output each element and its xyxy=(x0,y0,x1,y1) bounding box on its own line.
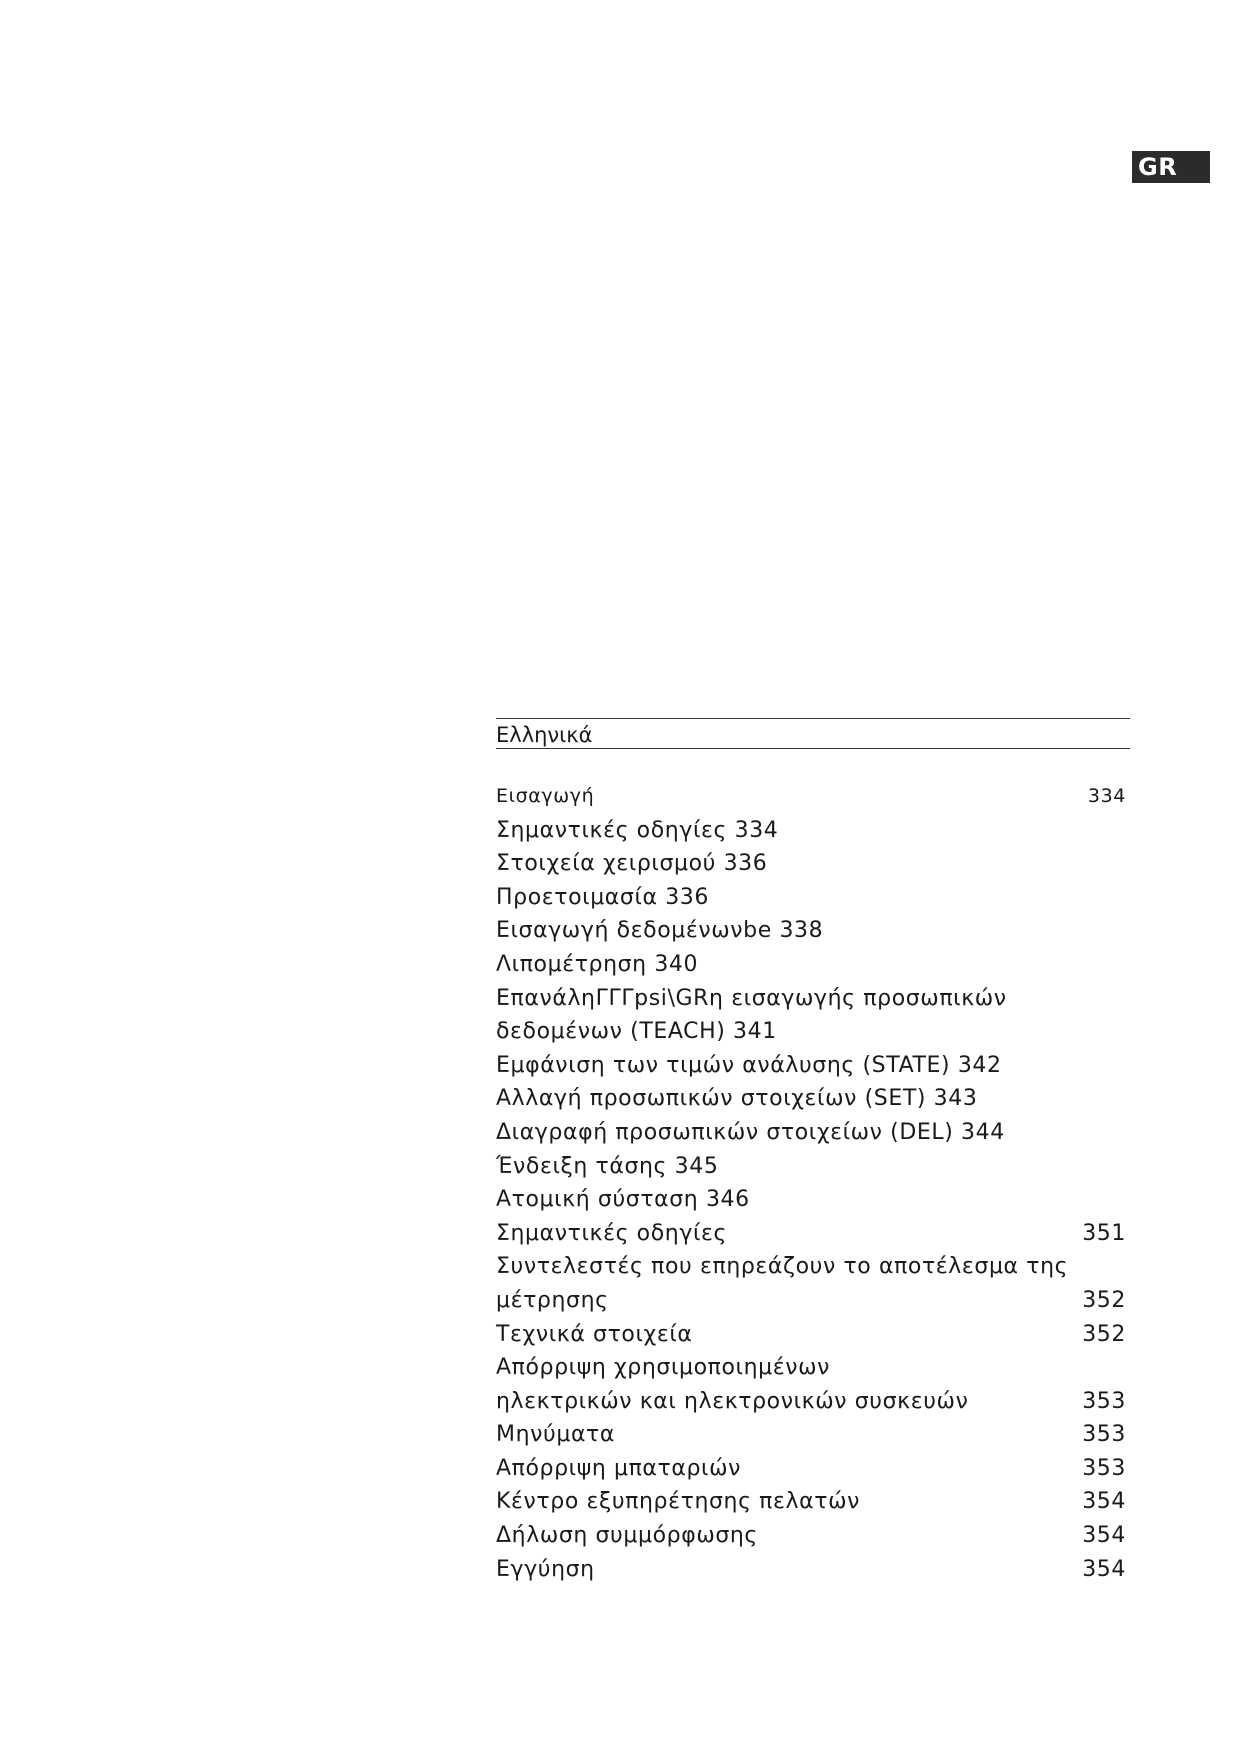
toc-entry[interactable] xyxy=(496,1485,1126,1519)
toc-entry[interactable] xyxy=(496,1351,1126,1385)
toc-entry[interactable] xyxy=(496,914,1126,948)
toc-entry-title: Ατομική σύσταση 346 xyxy=(496,1187,750,1213)
toc-entry[interactable] xyxy=(496,881,1126,915)
toc-entry-title: Μηνύματα xyxy=(496,1422,615,1448)
toc-entry-title: Σημαντικές οδηγίες 334 xyxy=(496,817,779,843)
toc-entry-title: Κέντρο εξυπηρέτησης πελατών xyxy=(496,1489,860,1515)
toc-entry[interactable] xyxy=(496,814,1126,848)
toc-entry-page: 351 xyxy=(1082,1220,1126,1246)
section-title: Ελληνικά xyxy=(496,723,593,747)
toc-entry-title: μέτρησης xyxy=(496,1287,609,1313)
toc-entry-page: 352 xyxy=(1082,1321,1126,1347)
toc-entry[interactable] xyxy=(496,1318,1126,1352)
toc-entry-title: Λιπομέτρηση 340 xyxy=(496,951,699,977)
toc-entry[interactable] xyxy=(496,1418,1126,1452)
toc-entry-title: Εμφάνιση των τιμών ανάλυσης (STATE) 342 xyxy=(496,1052,1002,1078)
toc-entry[interactable] xyxy=(496,1150,1126,1184)
toc-entry-page: 354 xyxy=(1082,1489,1126,1515)
toc-entry-page: 354 xyxy=(1082,1556,1126,1582)
table-of-contents xyxy=(496,780,1126,1586)
toc-entry-title: Σημαντικές οδηγίες xyxy=(496,1220,728,1246)
toc-entry-page: 334 xyxy=(1087,785,1126,807)
toc-entry-title: Ένδειξη τάσης 345 xyxy=(496,1153,719,1179)
toc-entry-title: Εισαγωγή δεδομένωνbe 338 xyxy=(496,918,824,944)
toc-entry-title: Τεχνικά στοιχεία xyxy=(496,1321,693,1347)
toc-entry-title: Δήλωση συμμόρφωσης xyxy=(496,1523,758,1549)
toc-entry[interactable] xyxy=(496,1116,1126,1150)
toc-entry-title: Στοιχεία χειρισμού 336 xyxy=(496,851,768,877)
toc-entry-page: 353 xyxy=(1082,1388,1126,1414)
toc-entry-page: 352 xyxy=(1082,1287,1126,1313)
toc-entry[interactable] xyxy=(496,780,1126,814)
toc-entry[interactable] xyxy=(496,982,1126,1016)
section-header xyxy=(496,718,1130,749)
toc-entry[interactable] xyxy=(496,1183,1126,1217)
toc-entry-page: 353 xyxy=(1082,1422,1126,1448)
toc-entry-title: Εισαγωγή xyxy=(496,785,595,807)
toc-entry-title: Αλλαγή προσωπικών στοιχείων (SET) 343 xyxy=(496,1086,978,1112)
toc-entry-title: Απόρριψη χρησιμοποιημένων xyxy=(496,1355,831,1381)
toc-entry[interactable] xyxy=(496,1519,1126,1553)
toc-entry[interactable] xyxy=(496,1553,1126,1587)
toc-entry-title: ηλεκτρικών και ηλεκτρονικών συσκευών xyxy=(496,1388,969,1414)
toc-entry-title: Απόρριψη μπαταριών xyxy=(496,1455,741,1481)
toc-entry[interactable] xyxy=(496,948,1126,982)
toc-entry-title: Προετοιμασία 336 xyxy=(496,884,709,910)
toc-entry[interactable] xyxy=(496,1452,1126,1486)
toc-entry-title: ΕπανάληΓΓΓpsi\GRη εισαγωγής προσωπικών xyxy=(496,985,1007,1011)
toc-entry-title: Εγγύηση xyxy=(496,1556,595,1582)
toc-entry[interactable] xyxy=(496,1049,1126,1083)
toc-entry-title: Διαγραφή προσωπικών στοιχείων (DEL) 344 xyxy=(496,1119,1005,1145)
toc-entry[interactable] xyxy=(496,1284,1126,1318)
toc-entry[interactable] xyxy=(496,1015,1126,1049)
toc-entry[interactable] xyxy=(496,1250,1126,1284)
toc-entry[interactable] xyxy=(496,847,1126,881)
toc-entry[interactable] xyxy=(496,1385,1126,1419)
language-tab: GR xyxy=(1132,151,1210,183)
toc-entry-page: 354 xyxy=(1082,1523,1126,1549)
toc-entry-title: Συντελεστές που επηρεάζουν το αποτέλεσμα της xyxy=(496,1254,1069,1280)
toc-entry-page: 353 xyxy=(1082,1455,1126,1481)
toc-entry[interactable] xyxy=(496,1217,1126,1251)
toc-entry[interactable] xyxy=(496,1082,1126,1116)
toc-entry-title: δεδομένων (TEACH) 341 xyxy=(496,1019,777,1045)
